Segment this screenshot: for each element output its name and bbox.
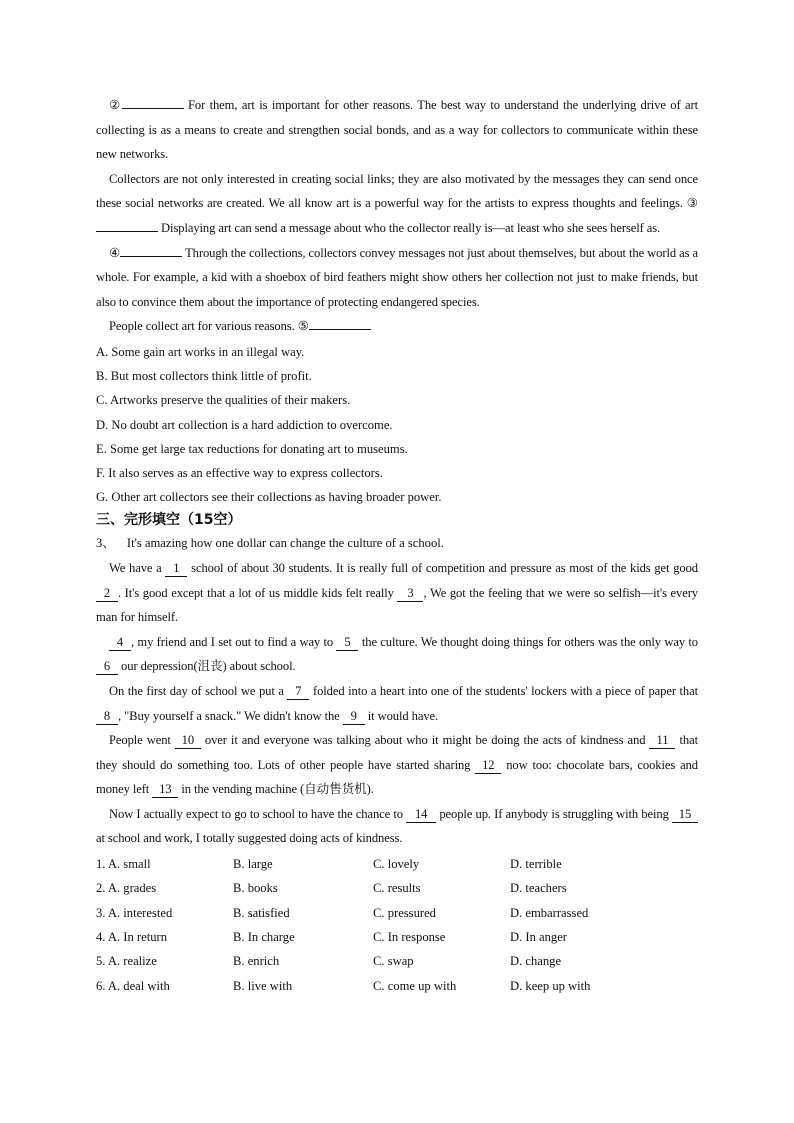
text: in the vending machine (自动售货机). <box>178 782 374 797</box>
option-g: G. Other art collectors see their collections as having broader power. <box>96 490 442 505</box>
choice-3d[interactable]: D. embarrassed <box>510 905 589 920</box>
option-a: A. Some gain art works in an illegal way. <box>96 344 305 359</box>
cloze-blank-6[interactable]: 6 <box>96 659 118 675</box>
choice-6d[interactable]: D. keep up with <box>510 978 591 993</box>
cloze-blank-1[interactable]: 1 <box>165 561 187 577</box>
cloze-paragraph-2 <box>96 630 698 679</box>
text: On the first day of school we put a <box>109 683 288 698</box>
choice-3b[interactable]: B. satisfied <box>233 905 290 920</box>
question-title-text: It's amazing how one dollar can change the culture of a school. <box>126 536 444 551</box>
choice-4d[interactable]: D. In anger <box>510 929 567 944</box>
choice-1b[interactable]: B. large <box>233 857 273 872</box>
choice-3c[interactable]: C. pressured <box>373 905 436 920</box>
cloze-paragraph-1 <box>96 556 698 630</box>
answer-blank-3[interactable] <box>96 231 158 232</box>
paragraph-text: People collect art for various reasons. <box>109 319 298 334</box>
cloze-blank-10[interactable]: 10 <box>175 733 201 749</box>
choice-2a[interactable]: 2. A. grades <box>96 881 157 896</box>
choice-row-3 <box>96 901 698 925</box>
text: We have a <box>109 560 166 575</box>
passage-paragraph-1 <box>96 93 698 167</box>
blank-marker-4: ④ <box>109 245 121 260</box>
choice-1c[interactable]: C. lovely <box>373 857 420 872</box>
text: it would have. <box>364 708 439 723</box>
choice-1a[interactable]: 1. A. small <box>96 857 151 872</box>
option-e: E. Some get large tax reductions for donating art to museums. <box>96 441 408 456</box>
passage-paragraph-2 <box>96 167 698 241</box>
choice-2d[interactable]: D. teachers <box>510 881 567 896</box>
text: over it and everyone was talking about who it might be doing the acts of kindness and <box>200 733 650 748</box>
text: at school and work, I totally suggested doing acts of kindness. <box>96 831 403 846</box>
text: folded into a heart into one of the students' lockers with a piece of paper that <box>309 683 698 698</box>
cloze-blank-2[interactable]: 2 <box>96 586 118 602</box>
answer-blank-5[interactable] <box>309 329 371 330</box>
choice-row-6 <box>96 974 698 998</box>
option-list <box>96 340 698 509</box>
cloze-blank-15[interactable]: 15 <box>672 807 698 823</box>
text: our depression(沮丧) about school. <box>118 659 296 674</box>
passage-paragraph-3 <box>96 241 698 315</box>
question-title <box>96 531 698 556</box>
passage-paragraph-4 <box>96 314 698 339</box>
text: that they should do something too. Lots of other people have started sharing <box>96 733 698 772</box>
paragraph-text: Collectors are not only interested in creating social links; they are also motivated by the messages they can send once these social networks are created. We all know art is a powerful way for the artists to express thoughts and feelings. <box>96 171 698 211</box>
blank-marker-5: ⑤ <box>297 319 309 334</box>
text: Now I actually expect to go to school to have the chance to <box>109 806 407 821</box>
cloze-blank-11[interactable]: 11 <box>649 733 675 749</box>
choice-4c[interactable]: C. In response <box>373 929 446 944</box>
cloze-blank-13[interactable]: 13 <box>152 782 178 798</box>
text: people up. If anybody is struggling with being <box>436 806 672 821</box>
cloze-blank-9[interactable]: 9 <box>343 709 365 725</box>
document-page <box>96 93 698 998</box>
choice-row-2 <box>96 876 698 900</box>
choice-3a[interactable]: 3. A. interested <box>96 905 173 920</box>
choice-row-4 <box>96 925 698 949</box>
text: now too: chocolate bars, cookies and money left <box>96 757 698 797</box>
choice-5a[interactable]: 5. A. realize <box>96 954 157 969</box>
choice-5c[interactable]: C. swap <box>373 954 414 969</box>
text: the culture. We thought doing things for others was the only way to <box>358 634 698 649</box>
text: People went <box>109 733 175 748</box>
choice-5b[interactable]: B. enrich <box>233 954 280 969</box>
text: school of about 30 students. It is really full of competition and pressure as most of the kids get good <box>187 560 698 575</box>
choice-2c[interactable]: C. results <box>373 881 421 896</box>
cloze-blank-8[interactable]: 8 <box>96 709 118 725</box>
cloze-blank-12[interactable]: 12 <box>475 758 501 774</box>
cloze-paragraph-5 <box>96 802 698 851</box>
paragraph-text: For them, art is important for other reasons. The best way to understand the underlying drive of art collecting is as a means to create and strengthen social bonds, and as a way for collectors to communicate within these new networks. <box>96 98 698 162</box>
cloze-blank-14[interactable]: 14 <box>406 807 436 823</box>
cloze-paragraph-4 <box>96 728 698 802</box>
paragraph-text: Displaying art can send a message about who the collector really is—at least who she sees herself as. <box>158 220 661 235</box>
option-f: F. It also serves as an effective way to express collectors. <box>96 465 383 480</box>
choice-6b[interactable]: B. live with <box>233 978 293 993</box>
blank-marker-2: ② <box>109 98 122 112</box>
choice-1d[interactable]: D. terrible <box>510 857 562 872</box>
choice-6a[interactable]: 6. A. deal with <box>96 978 170 993</box>
choice-row-5 <box>96 949 698 973</box>
choice-4a[interactable]: 4. A. In return <box>96 929 167 944</box>
choice-4b[interactable]: B. In charge <box>233 929 295 944</box>
answer-choices-table <box>96 852 698 998</box>
choice-5d[interactable]: D. change <box>510 954 562 969</box>
text: , my friend and I set out to find a way to <box>131 634 337 649</box>
option-d: D. No doubt art collection is a hard addiction to overcome. <box>96 417 393 432</box>
text: , "Buy yourself a snack." We didn't know the <box>118 708 343 723</box>
cloze-blank-3[interactable]: 3 <box>397 586 423 602</box>
answer-blank-2[interactable] <box>122 108 184 109</box>
option-c: C. Artworks preserve the qualities of their makers. <box>96 393 351 408</box>
cloze-blank-7[interactable]: 7 <box>287 684 309 700</box>
choice-2b[interactable]: B. books <box>233 881 278 896</box>
section-heading: 三、完形填空（15空） <box>96 512 242 529</box>
cloze-blank-4[interactable]: 4 <box>109 635 131 651</box>
cloze-blank-5[interactable]: 5 <box>336 635 358 651</box>
choice-row-1 <box>96 852 698 876</box>
text: . It's good except that a lot of us middle kids felt really <box>118 585 398 600</box>
blank-marker-3: ③ <box>686 196 698 211</box>
option-b: B. But most collectors think little of profit. <box>96 369 312 384</box>
answer-blank-4[interactable] <box>120 256 182 257</box>
cloze-paragraph-3 <box>96 679 698 728</box>
question-number: 3、 <box>96 536 115 551</box>
paragraph-text: Through the collections, collectors convey messages not just about themselves, but about the world as a whole. For example, a kid with a shoebox of bird feathers might show others her collection not just to make friends, but also to convince them about the importance of protecting endangered species. <box>96 245 698 309</box>
choice-6c[interactable]: C. come up with <box>373 978 457 993</box>
text: , We got the feeling that we were so selfish—it's every man for himself. <box>96 585 698 625</box>
